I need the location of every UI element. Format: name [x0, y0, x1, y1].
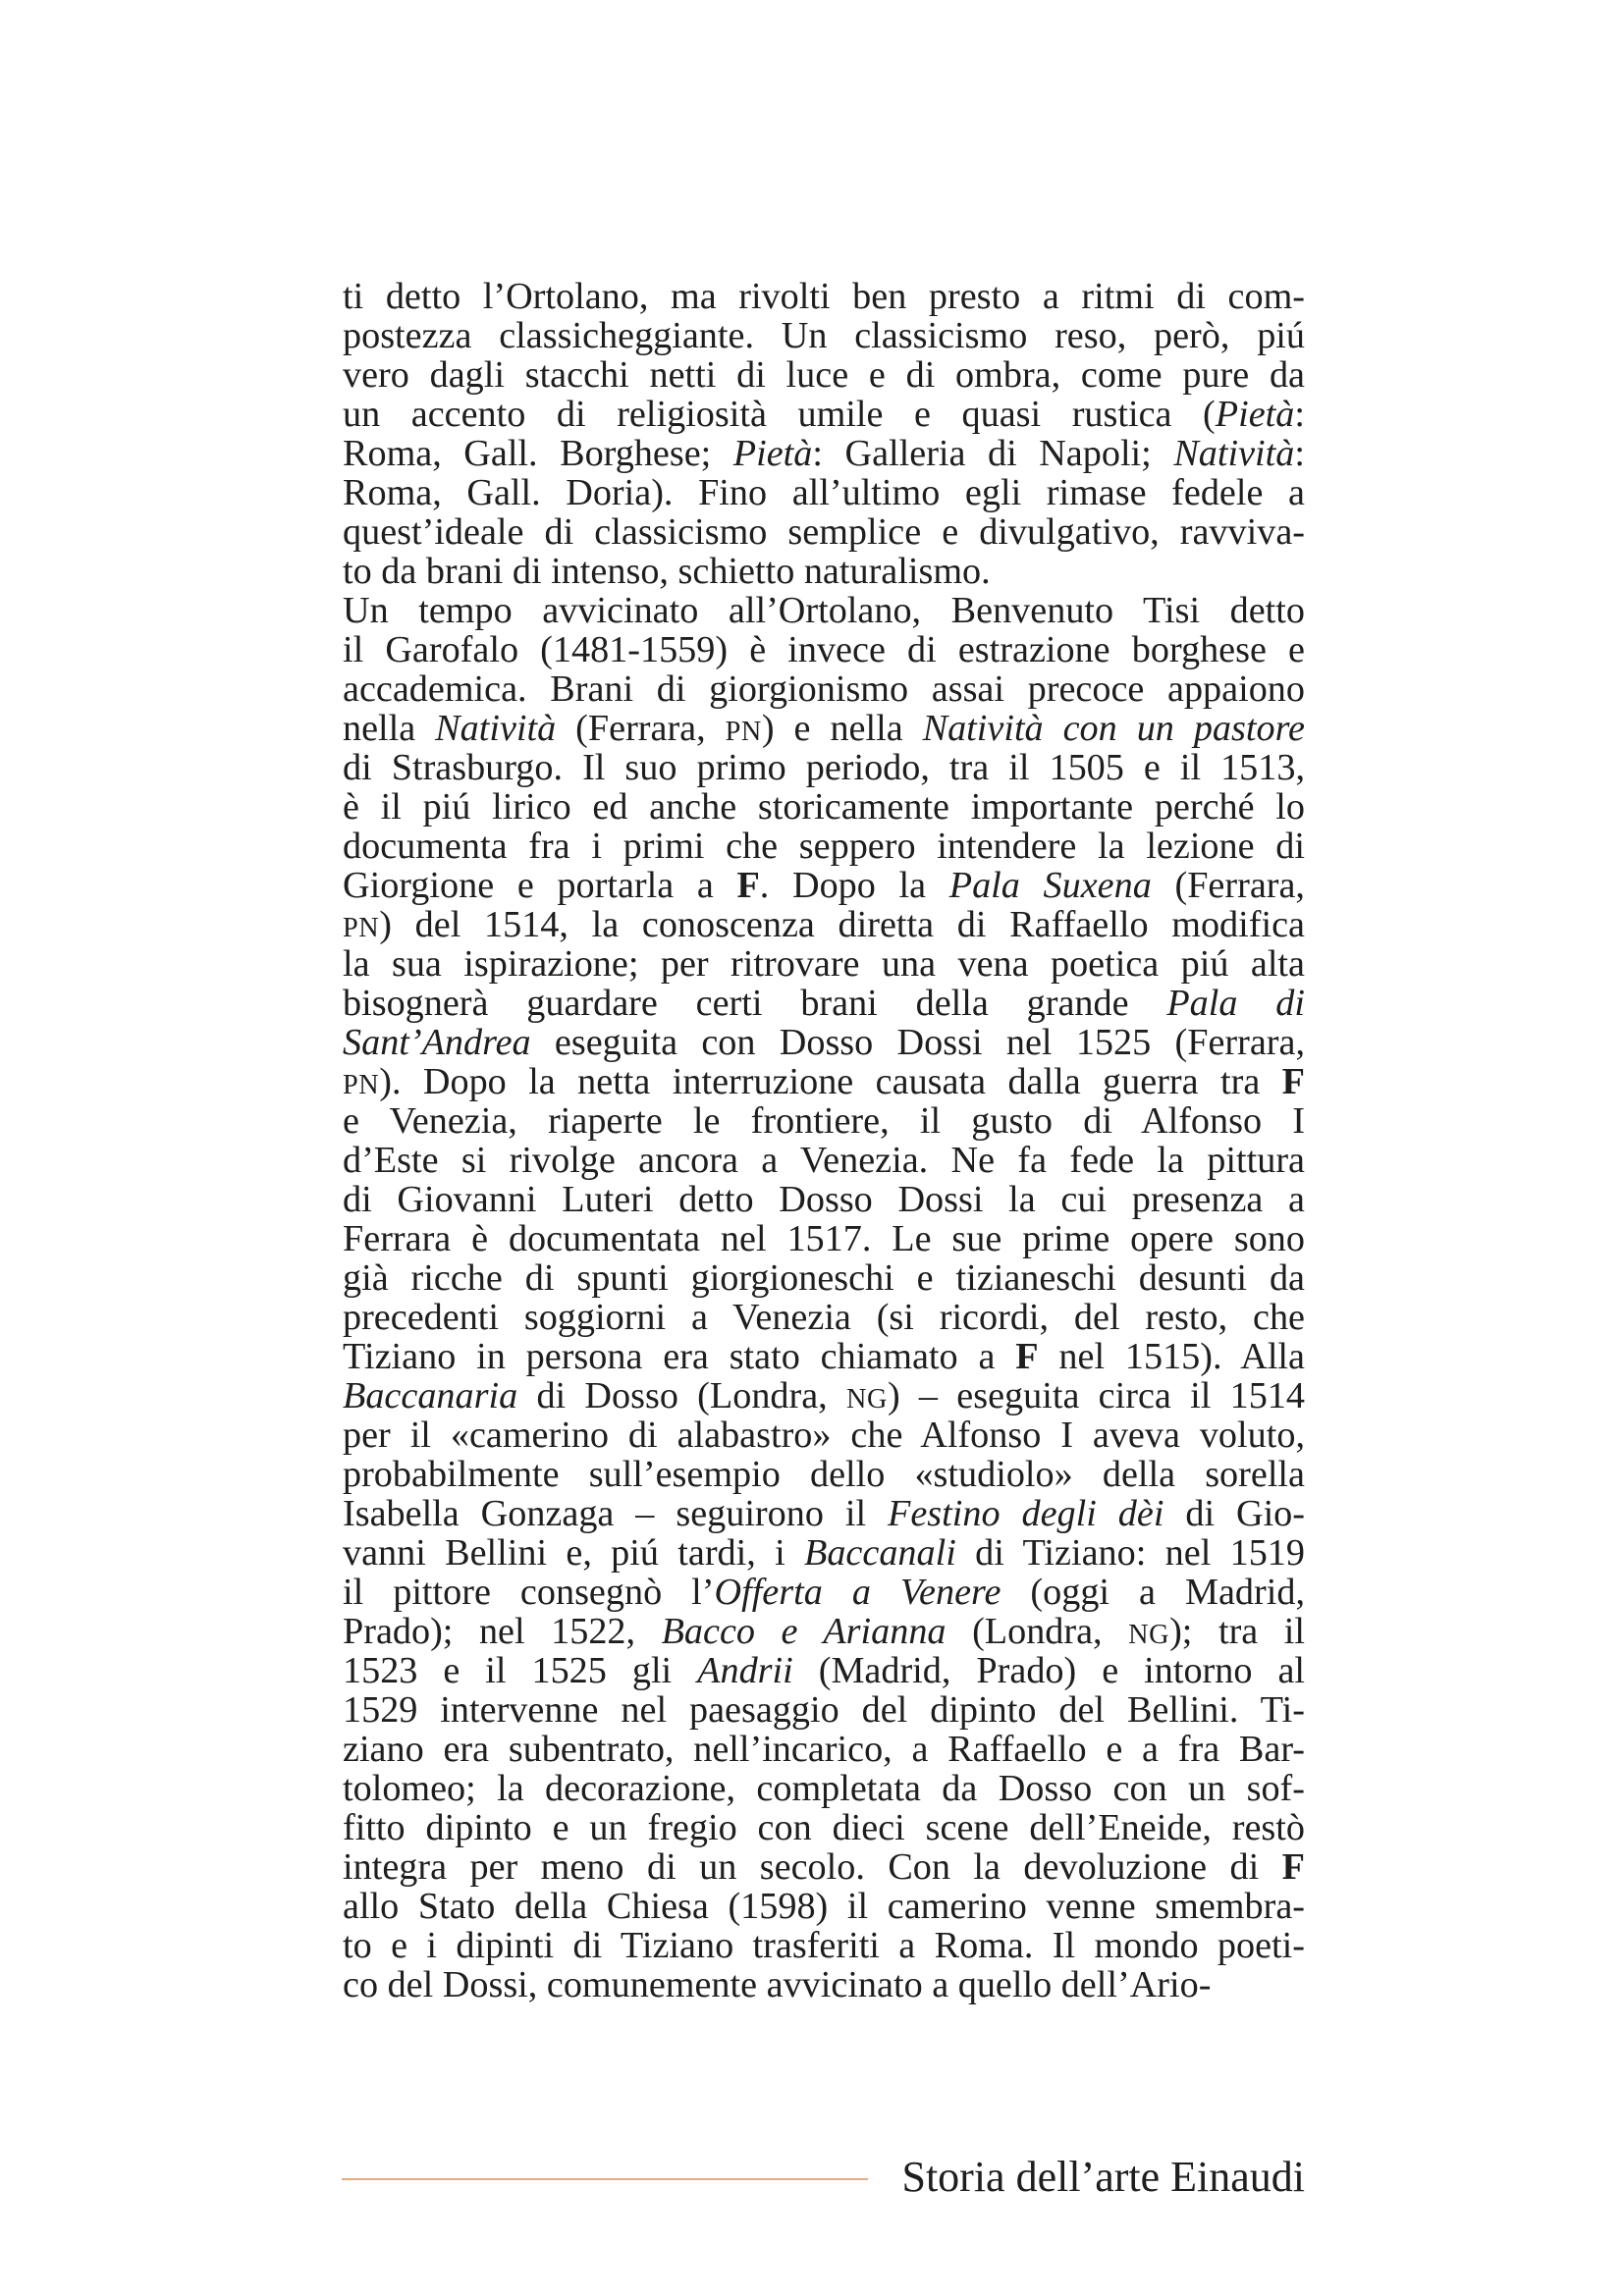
text-line: [343, 1690, 1305, 1730]
text-line: [343, 591, 1305, 630]
text-run: to e i dipinti di Tiziano trasferiti a Roma. Il mondo poeti-: [343, 1925, 1305, 1966]
text-line: [343, 630, 1305, 669]
text-run: Roma, Gall. Borghese;: [343, 433, 733, 474]
text-line: [343, 434, 1305, 473]
text-line: [343, 669, 1305, 709]
text-run: ziano era subentrato, nell’incarico, a Raffaello e a fra Bar-: [343, 1729, 1305, 1770]
text-run: vanni Bellini e, piú tardi, i: [343, 1532, 805, 1574]
text-run: di Dosso (Londra,: [517, 1375, 846, 1416]
text-run: già ricche di spunti giorgioneschi e tizianeschi desunti da: [343, 1257, 1305, 1299]
text-run: Un tempo avvicinato all’Ortolano, Benvenuto Tisi detto: [343, 590, 1305, 631]
smallcaps-abbrev: PN: [343, 913, 380, 943]
text-run: tolomeo; la decorazione, completata da Dosso con un sof-: [343, 1768, 1305, 1809]
text-run: bisognerà guardare certi brani della grande: [343, 983, 1167, 1024]
text-run: la sua ispirazione; per ritrovare una vena poetica piú alta: [343, 943, 1305, 985]
text-run: quest’ideale di classicismo semplice e divulgativo, ravviva-: [343, 511, 1305, 553]
text-run: allo Stato della Chiesa (1598) il camerino venne smembra-: [343, 1886, 1305, 1927]
text-line: [343, 905, 1305, 944]
text-line: [343, 1062, 1305, 1101]
text-line: [343, 1455, 1305, 1494]
text-run: (Ferrara,: [556, 708, 726, 749]
text-run: di Gio-: [1163, 1493, 1305, 1534]
text-line: [343, 1926, 1305, 1965]
text-line: [343, 1180, 1305, 1219]
text-line: [343, 748, 1305, 787]
italic-title: Pietà: [732, 433, 813, 474]
text-run: ) del 1514, la conoscenza diretta di Raffaello modifica: [379, 904, 1305, 945]
text-line: [343, 355, 1305, 395]
text-run: nel 1515). Alla: [1038, 1336, 1305, 1377]
text-line: [343, 1219, 1305, 1258]
text-run: fitto dipinto e un fregio con dieci scene dell’Eneide, restò: [343, 1807, 1305, 1848]
italic-title: Pala di: [1166, 983, 1306, 1024]
text-run: il Garofalo (1481-1559) è invece di estrazione borghese e: [343, 629, 1305, 670]
text-run: eseguita con Dosso Dossi nel 1525 (Ferrara,: [530, 1022, 1305, 1063]
text-run: 1523 e il 1525 gli: [343, 1650, 698, 1691]
text-line: [343, 1730, 1305, 1769]
italic-title: Sant’Andrea: [343, 1022, 531, 1063]
bold-abbrev: F: [1281, 1846, 1305, 1888]
text-line: [343, 1023, 1305, 1062]
text-line: [343, 512, 1305, 552]
text-run: è il piú lirico ed anche storicamente importante perché lo: [343, 786, 1305, 828]
italic-title: Baccanali: [804, 1532, 956, 1574]
text-run: ) – eseguita circa il 1514: [887, 1375, 1305, 1416]
text-run: : Galleria di Napoli;: [812, 433, 1174, 474]
text-run: per il «camerino di alabastro» che Alfonso I aveva voluto,: [343, 1415, 1305, 1456]
text-run: (Londra,: [946, 1611, 1129, 1652]
text-run: ) e nella: [761, 708, 923, 749]
text-run: (Ferrara,: [1151, 865, 1305, 906]
text-run: ); tra il: [1169, 1611, 1305, 1652]
italic-title: Natività: [435, 708, 557, 749]
text-line: [343, 277, 1305, 316]
text-run: postezza classicheggiante. Un classicismo reso, però, piú: [343, 315, 1305, 356]
text-run: di Tiziano: nel 1519: [955, 1532, 1305, 1574]
smallcaps-abbrev: PN: [725, 717, 762, 747]
smallcaps-abbrev: NG: [846, 1384, 888, 1415]
text-run: Roma, Gall. Doria). Fino all’ultimo egli rimase fedele a: [343, 472, 1305, 513]
text-line: [343, 709, 1305, 748]
text-line: [343, 1376, 1305, 1415]
text-run: co del Dossi, comunemente avvicinato a quello dell’Ario-: [343, 1964, 1212, 2005]
body-text: [343, 277, 1305, 2004]
text-line: [343, 1258, 1305, 1298]
text-line: [343, 787, 1305, 827]
text-line: [343, 1101, 1305, 1141]
text-run: Prado); nel 1522,: [343, 1611, 662, 1652]
text-line: [343, 1887, 1305, 1926]
text-run: e Venezia, riaperte le frontiere, il gusto di Alfonso I: [343, 1100, 1305, 1142]
text-line: [343, 552, 1305, 591]
text-run: Isabella Gonzaga – seguirono il: [343, 1493, 889, 1534]
text-run: integra per meno di un secolo. Con la devoluzione di: [343, 1846, 1282, 1888]
text-run: nella: [343, 708, 436, 749]
italic-title: Natività: [1173, 433, 1295, 474]
text-line: [343, 1141, 1305, 1180]
text-run: probabilmente sull’esempio dello «studiolo» della sorella: [343, 1454, 1305, 1495]
italic-title: Andrii: [697, 1650, 793, 1691]
text-line: [343, 866, 1305, 905]
smallcaps-abbrev: NG: [1128, 1620, 1170, 1650]
text-run: vero dagli stacchi netti di luce e di ombra, come pure da: [343, 354, 1305, 396]
italic-title: Offerta a Venere: [714, 1572, 1001, 1613]
bold-abbrev: F: [1281, 1061, 1305, 1102]
text-line: [343, 316, 1305, 355]
text-run: Giorgione e portarla a: [343, 865, 737, 906]
text-run: (Madrid, Prado) e intorno al: [792, 1650, 1305, 1691]
italic-title: Baccanaria: [343, 1375, 518, 1416]
footer-title: Storia dell’arte Einaudi: [901, 2153, 1305, 2201]
text-run: il pittore consegnò l’: [343, 1572, 715, 1613]
text-line: [343, 1494, 1305, 1533]
text-run: (oggi a Madrid,: [1001, 1572, 1305, 1613]
text-run: accademica. Brani di giorgionismo assai precoce appaiono: [343, 668, 1305, 710]
italic-title: Pietà: [1215, 394, 1295, 435]
bold-abbrev: F: [1015, 1336, 1039, 1377]
italic-title: Natività con un pastore: [922, 708, 1305, 749]
text-run: ). Dopo la netta interruzione causata dalla guerra tra: [379, 1061, 1282, 1102]
text-line: [343, 1965, 1305, 2004]
text-run: :: [1294, 394, 1305, 435]
text-line: [343, 1573, 1305, 1612]
italic-title: Pala Suxena: [948, 865, 1152, 906]
text-line: [343, 1808, 1305, 1847]
text-run: un accento di religiosità umile e quasi rustica (: [343, 394, 1216, 435]
text-line: [343, 1651, 1305, 1690]
text-run: ti detto l’Ortolano, ma rivolti ben presto a ritmi di com-: [343, 276, 1305, 317]
text-line: [343, 984, 1305, 1023]
text-line: [343, 395, 1305, 434]
text-line: [343, 944, 1305, 984]
text-line: [343, 1415, 1305, 1455]
text-run: Ferrara è documentata nel 1517. Le sue prime opere sono: [343, 1218, 1305, 1259]
text-line: [343, 1298, 1305, 1337]
text-run: d’Este si rivolge ancora a Venezia. Ne fa fede la pittura: [343, 1140, 1305, 1181]
text-line: [343, 1337, 1305, 1376]
bold-abbrev: F: [736, 865, 760, 906]
text-run: precedenti soggiorni a Venezia (si ricordi, del resto, che: [343, 1297, 1305, 1338]
text-line: [343, 473, 1305, 512]
text-run: documenta fra i primi che seppero intendere la lezione di: [343, 826, 1305, 867]
text-line: [343, 1847, 1305, 1887]
text-run: di Strasburgo. Il suo primo periodo, tra il 1505 e il 1513,: [343, 747, 1305, 788]
italic-title: Festino degli dèi: [888, 1493, 1164, 1534]
text-run: Tiziano in persona era stato chiamato a: [343, 1336, 1016, 1377]
italic-title: Bacco e Arianna: [661, 1611, 947, 1652]
footer-rule: [342, 2178, 868, 2180]
text-run: di Giovanni Luteri detto Dosso Dossi la cui presenza a: [343, 1179, 1305, 1220]
text-run: . Dopo la: [759, 865, 949, 906]
text-run: :: [1294, 433, 1305, 474]
text-run: 1529 intervenne nel paesaggio del dipinto del Bellini. Ti-: [343, 1689, 1305, 1731]
text-line: [343, 827, 1305, 866]
text-line: [343, 1769, 1305, 1808]
text-line: [343, 1612, 1305, 1651]
text-line: [343, 1533, 1305, 1573]
smallcaps-abbrev: PN: [343, 1070, 380, 1100]
text-run: to da brani di intenso, schietto naturalismo.: [343, 551, 991, 592]
